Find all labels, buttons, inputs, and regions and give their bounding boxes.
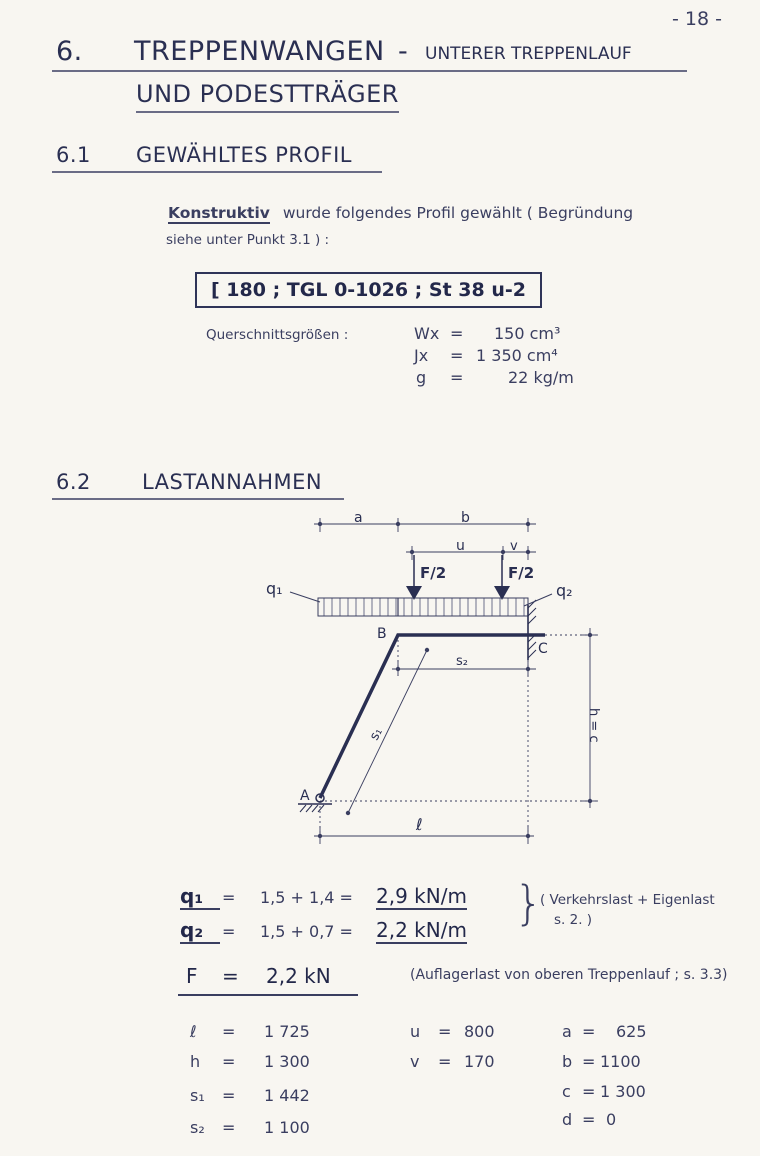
load-note-line-1: ( Verkehrslast + Eigenlast — [540, 892, 715, 908]
dim-val: 800 — [464, 1022, 495, 1041]
load-equations — [180, 882, 510, 948]
dim-val: 0 — [606, 1110, 617, 1129]
dim-sym: s₂ — [190, 1118, 205, 1137]
prop-val: 150 cm³ — [494, 324, 561, 343]
q1-expression: 1,5 + 1,4 = — [260, 888, 353, 907]
label-q1: q₁ — [266, 579, 283, 598]
stair-stringer-diagram — [0, 500, 760, 850]
label-u: u — [456, 538, 465, 554]
force-symbol: F — [186, 964, 198, 988]
dimension-values — [190, 1022, 750, 1148]
prop-eq: = — [450, 346, 464, 365]
section-62-title: LASTANNAHMEN — [142, 470, 323, 494]
dim-eq: = — [582, 1052, 596, 1071]
dim-val: 1 725 — [264, 1022, 310, 1041]
distributed-load-block — [318, 598, 528, 616]
dim-sym: h — [190, 1052, 201, 1071]
dim-eq: = — [222, 1118, 236, 1137]
force-note: (Auflagerlast von oberen Treppenlauf ; s. 3.3) — [410, 967, 728, 983]
dim-eq: = — [222, 1022, 236, 1041]
dim-val: 1 100 — [264, 1118, 310, 1137]
q1-equals: = — [222, 888, 236, 907]
q2-result: 2,2 kN/m — [376, 918, 467, 942]
dim-sym: v — [410, 1052, 420, 1071]
dim-val: 1 442 — [264, 1086, 310, 1105]
label-v: v — [510, 539, 518, 554]
dim-eq: = — [222, 1086, 236, 1105]
dim-sym: b — [562, 1052, 573, 1071]
dim-eq: = — [582, 1022, 596, 1041]
leader-q1 — [290, 592, 320, 602]
label-f1: F/2 — [420, 564, 447, 582]
label-c-node: C — [538, 641, 548, 657]
prop-eq: = — [450, 368, 464, 387]
section-6-subtitle: UNTERER TREPPENLAUF — [425, 44, 632, 64]
dim-eq: = — [222, 1052, 236, 1071]
section-6-number: 6. — [56, 36, 83, 67]
dim-val: 1100 — [600, 1052, 641, 1071]
label-f2: F/2 — [508, 564, 535, 582]
q2-expression: 1,5 + 0,7 = — [260, 922, 353, 941]
dim-eq: = — [582, 1082, 596, 1101]
prop-sym: Wx — [414, 324, 440, 343]
intro-line-1 — [168, 204, 633, 222]
label-a-node: A — [300, 788, 310, 804]
intro-line-2: siehe unter Punkt 3.1 ) : — [166, 232, 330, 248]
prop-val: 22 kg/m — [508, 368, 574, 387]
stringer-beam — [320, 635, 545, 798]
dim-sym: d — [562, 1110, 573, 1129]
label-s2: s₂ — [456, 654, 468, 669]
dim-sym: u — [410, 1022, 421, 1041]
q2-equals: = — [222, 922, 236, 941]
q1-symbol: q₁ — [180, 884, 220, 910]
q2-symbol: q₂ — [180, 918, 220, 944]
section-61-heading — [52, 143, 382, 173]
intro-rest: wurde folgendes Profil gewählt ( Begründung — [282, 204, 634, 222]
dim-val: 1 300 — [264, 1052, 310, 1071]
prop-sym: g — [416, 368, 427, 387]
section-6-dash: - — [398, 36, 409, 67]
dim-val: 1 300 — [600, 1082, 646, 1101]
props-table — [414, 324, 594, 394]
section-6-title: TREPPENWANGEN — [134, 36, 385, 67]
dim-val: 170 — [464, 1052, 495, 1071]
dim-eq: = — [438, 1052, 452, 1071]
props-label: Querschnittsgrößen : — [206, 327, 349, 343]
label-b-node: B — [377, 626, 387, 642]
section-6-heading — [52, 36, 687, 68]
q1-result: 2,9 kN/m — [376, 884, 467, 908]
section-62-number: 6.2 — [56, 470, 91, 494]
label-s1: s₁ — [367, 725, 386, 744]
section-6-title-line2: UND PODESTTRÄGER — [136, 80, 399, 113]
dim-sym: c — [562, 1082, 571, 1101]
section-62-heading — [52, 470, 344, 500]
section-61-number: 6.1 — [56, 143, 91, 167]
dim-sym: a — [562, 1022, 572, 1041]
label-a: a — [354, 510, 363, 526]
label-q2: q₂ — [556, 581, 573, 600]
wall-hatch — [528, 600, 536, 658]
dim-sym: ℓ — [190, 1022, 197, 1041]
label-h: h = c — [586, 708, 601, 743]
prop-sym: Jx — [414, 346, 429, 365]
section-6-underline — [52, 70, 687, 72]
force-result: 2,2 kN — [266, 964, 331, 988]
intro-bold-word: Konstruktiv — [168, 204, 270, 222]
dim-sym: s₁ — [190, 1086, 205, 1105]
label-l: ℓ — [416, 815, 423, 834]
load-brace: } — [514, 876, 544, 930]
prop-val: 1 350 cm⁴ — [476, 346, 558, 365]
profile-box: [ 180 ; TGL 0-1026 ; St 38 u-2 — [195, 272, 542, 308]
dim-eq: = — [438, 1022, 452, 1041]
load-note-line-2: s. 2. ) — [554, 912, 593, 928]
page-number: - 18 - — [672, 8, 722, 30]
dimension-lines — [314, 518, 598, 844]
label-b: b — [461, 510, 470, 526]
force-equals: = — [222, 964, 239, 988]
dim-eq: = — [582, 1110, 596, 1129]
prop-eq: = — [450, 324, 464, 343]
force-equation — [178, 964, 358, 996]
section-61-title: GEWÄHLTES PROFIL — [136, 143, 352, 167]
dim-val: 625 — [616, 1022, 647, 1041]
